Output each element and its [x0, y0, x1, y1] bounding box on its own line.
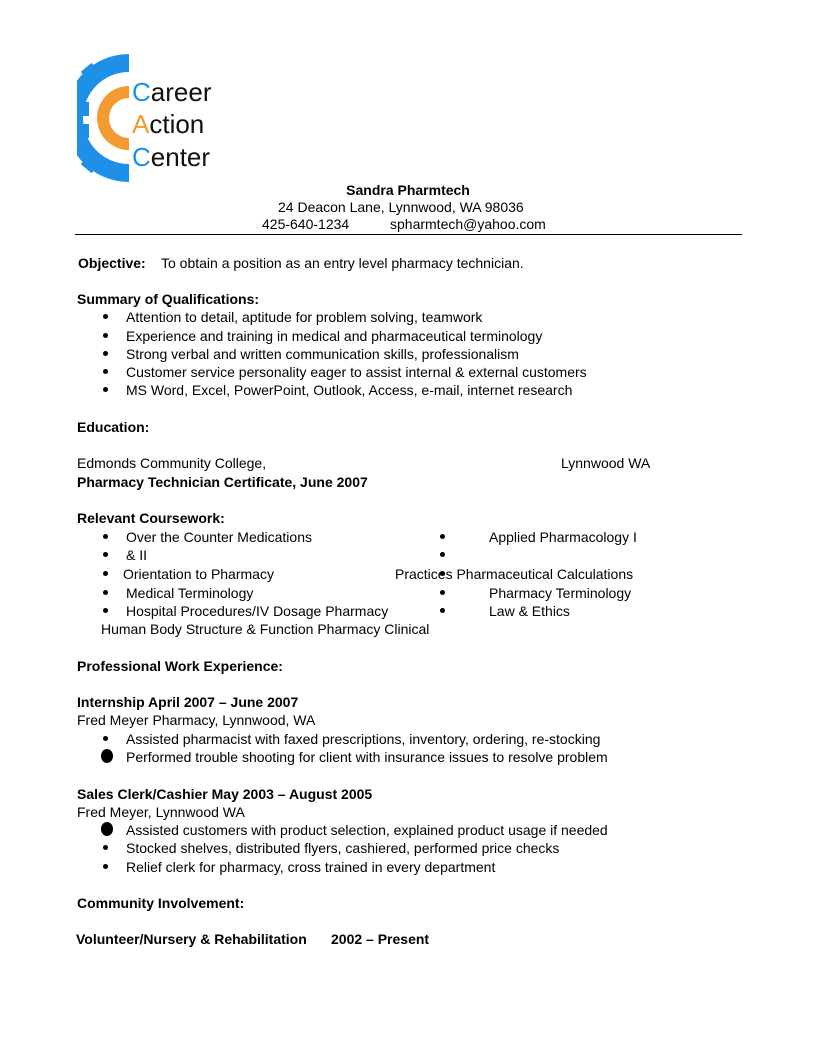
logo-line-2: Action: [132, 109, 205, 139]
job-title: Internship April 2007 – June 2007: [77, 694, 299, 710]
bullet-icon: [103, 552, 108, 557]
header-divider: [75, 234, 742, 235]
bullet-icon: [440, 552, 445, 557]
course-right-item: Pharmacy Terminology: [489, 585, 632, 601]
job-employer: Fred Meyer, Lynnwood WA: [77, 804, 245, 820]
candidate-name: Sandra Pharmtech: [346, 182, 470, 198]
course-left-item: Medical Terminology: [126, 585, 254, 601]
summary-item: Strong verbal and written communication skills, professionalism: [126, 346, 519, 362]
education-heading: Education:: [77, 419, 150, 435]
summary-heading: Summary of Qualifications:: [77, 291, 260, 307]
course-trailing-line: Human Body Structure & Function Pharmacy Clinical: [101, 621, 430, 637]
candidate-phone: 425-640-1234: [262, 216, 350, 232]
summary-item: Customer service personality eager to assist internal & external customers: [126, 364, 587, 380]
bullet-icon: [101, 749, 113, 763]
coursework-heading: Relevant Coursework:: [77, 510, 225, 526]
bullet-icon: [440, 590, 445, 595]
candidate-email[interactable]: spharmtech@yahoo.com: [390, 216, 546, 232]
job-title: Sales Clerk/Cashier May 2003 – August 2005: [77, 786, 373, 802]
bullet-icon: [103, 608, 108, 613]
bullet-icon: [101, 822, 113, 836]
candidate-address: 24 Deacon Lane, Lynnwood, WA 98036: [278, 199, 524, 215]
job-item: Performed trouble shooting for client with insurance issues to resolve problem: [126, 749, 608, 765]
course-left-item: Hospital Procedures/IV Dosage Pharmacy: [126, 603, 389, 619]
bullet-icon: [103, 351, 108, 356]
summary-item: Experience and training in medical and pharmaceutical terminology: [126, 328, 543, 344]
bullet-icon: [103, 590, 108, 595]
experience-heading: Professional Work Experience:: [77, 658, 283, 674]
bullet-icon: [103, 387, 108, 392]
education-school: Edmonds Community College,: [77, 455, 267, 471]
job-item: Stocked shelves, distributed flyers, cashiered, performed price checks: [126, 840, 560, 856]
course-left-item: & II: [126, 547, 148, 563]
summary-item: Attention to detail, aptitude for problem solving, teamwork: [126, 309, 483, 325]
objective-text: To obtain a position as an entry level pharmacy technician.: [161, 255, 524, 271]
course-left-item: Over the Counter Medications: [126, 529, 312, 545]
course-right-item: Applied Pharmacology I: [489, 529, 637, 545]
bullet-icon: [103, 845, 108, 850]
inner-arc-shape: [97, 86, 129, 150]
job-item: Relief clerk for pharmacy, cross trained in every department: [126, 859, 496, 875]
bullet-icon: [103, 534, 108, 539]
job-employer: Fred Meyer Pharmacy, Lynnwood, WA: [77, 712, 316, 728]
bullet-icon: [103, 369, 108, 374]
bullet-icon: [103, 571, 108, 576]
course-right-item: Law & Ethics: [489, 603, 570, 619]
community-entry: Volunteer/Nursery & Rehabilitation: [76, 931, 307, 947]
community-dates: 2002 – Present: [331, 931, 430, 947]
job-item: Assisted customers with product selection, explained product usage if needed: [126, 822, 608, 838]
bullet-icon: [440, 608, 445, 613]
education-certificate: Pharmacy Technician Certificate, June 2007: [77, 474, 368, 490]
bullet-icon: [103, 314, 108, 319]
bullet-icon: [103, 864, 108, 869]
bullet-icon: [440, 534, 445, 539]
summary-item: MS Word, Excel, PowerPoint, Outlook, Access, e-mail, internet research: [126, 382, 573, 398]
logo-line-3: Center: [132, 142, 211, 172]
objective-label: Objective:: [78, 255, 146, 271]
bullet-icon: [103, 333, 108, 338]
education-location: Lynnwood WA: [561, 455, 651, 471]
logo-line-1: Career: [132, 77, 212, 107]
course-right-item: Practices Pharmaceutical Calculations: [395, 566, 634, 582]
job-item: Assisted pharmacist with faxed prescriptions, inventory, ordering, re-stocking: [126, 731, 601, 747]
bullet-icon: [103, 736, 108, 741]
course-left-item: Orientation to Pharmacy: [123, 566, 274, 582]
community-heading: Community Involvement:: [77, 895, 245, 911]
